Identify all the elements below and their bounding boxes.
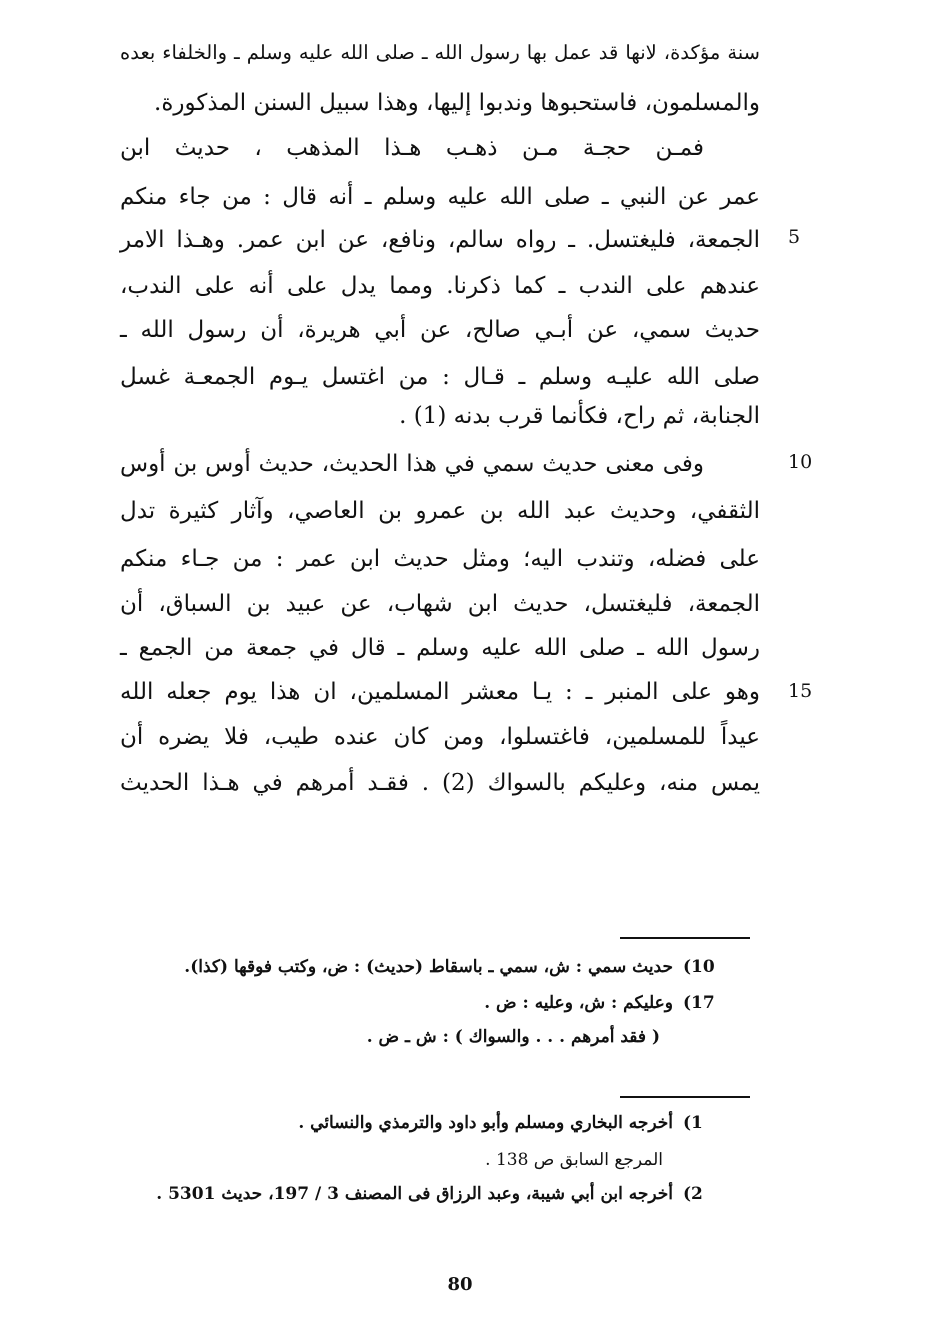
- text-line: رسول الله ـ صلى الله عليه وسلم ـ قال في جمعة من الجمع ـ: [120, 635, 760, 661]
- line-number: 5: [788, 226, 801, 248]
- text-line: عيداً للمسلمين، فاغتسلوا، ومن كان عنده طيب، فلا يضره أن: [120, 724, 760, 750]
- page-number: 80: [447, 1274, 473, 1295]
- apparatus-entry: [367, 1025, 660, 1049]
- text-line: صلى الله عليـه وسلم ـ قـال : من اغتسل يـوم الجمعـة غسل: [120, 364, 760, 390]
- footnote-entry: [485, 1148, 663, 1172]
- text-line: الجمعة، فليغتسل، حديث ابن شهاب، عن عبيد بن السباق، أن: [120, 591, 760, 617]
- text-line: سنة مؤكدة، لانها قد عمل بها رسول الله ـ صلى الله عليه وسلم ـ والخلفاء بعده: [120, 41, 760, 64]
- text-line: عندهم على الندب ـ كما ذكرنا. ومما يدل على أنه على الندب،: [120, 273, 760, 299]
- text-line: الجنابة، ثم راح، فكأنما قرب بدنه (1) .: [399, 403, 760, 429]
- apparatus-text: وعليكم : ش، وعليه : ض .: [484, 993, 673, 1013]
- footnote-text: المرجع السابق ص 138 .: [485, 1150, 663, 1170]
- line-number: 15: [788, 680, 813, 702]
- footnote-number: 2): [683, 1184, 703, 1204]
- line-number: 10: [788, 451, 813, 473]
- text-line: وفى معنى حديث سمي في هذا الحديث، حديث أوس بن أوس: [120, 451, 704, 477]
- footnote-entry: [298, 1111, 717, 1135]
- text-line: الجمعة، فليغتسل. ـ رواه سالم، ونافع، عن ابن عمر. وهـذا الامر: [120, 227, 760, 253]
- text-line: حديث سمي، عن أبـي صالح، عن أبي هريرة، أن رسول الله ـ: [120, 317, 760, 343]
- footnote-text: أخرجه البخاري ومسلم وأبو داود والترمذي والنسائي .: [298, 1113, 673, 1133]
- text-line: فمـن حجـة مـن ذهـب هـذا المذهب ، حديث ابن: [120, 135, 704, 161]
- text-line: يمس منه، وعليكم بالسواك (2) . فقـد أمرهم في هـذا الحديث: [120, 770, 760, 796]
- footnote-text: أخرجه ابن أبي شيبة، وعبد الرزاق فى المصنف 3 / 197، حديث 5301 .: [156, 1184, 673, 1204]
- footnote-number: 1): [683, 1113, 703, 1133]
- apparatus-number: 17): [683, 993, 715, 1013]
- text-line: على فضله، وتندب اليه؛ ومثل حديث ابن عمر : من جـاء منكم: [120, 546, 760, 572]
- apparatus-entry: [184, 955, 717, 979]
- footnote-divider: [620, 1096, 750, 1098]
- text-line: الثقفي، وحديث عبد الله بن عمرو بن العاصي، وآثار كثيرة تدل: [120, 498, 760, 524]
- apparatus-divider: [620, 937, 750, 939]
- text-line: وهو على المنبر ـ : يـا معشر المسلمين، ان هذا يوم جعله الله: [120, 679, 760, 705]
- apparatus-text: ( فقد أمرهم . . . والسواك ) : ش ـ ض .: [366, 1027, 660, 1047]
- apparatus-text: حديث سمي : ش، سمي ـ باسقاط (حديث) : ض، وكتب فوقها (كذا).: [184, 957, 673, 977]
- apparatus-number: 10): [683, 957, 715, 977]
- text-line: عمر عن النبي ـ صلى الله عليه وسلم ـ أنه قال : من جاء منكم: [120, 184, 760, 210]
- footnote-entry: [156, 1182, 717, 1206]
- apparatus-entry: [484, 991, 717, 1015]
- text-line: والمسلمون، فاستحبوها وندبوا إليها، وهذا سبيل السنن المذكورة.: [154, 90, 760, 116]
